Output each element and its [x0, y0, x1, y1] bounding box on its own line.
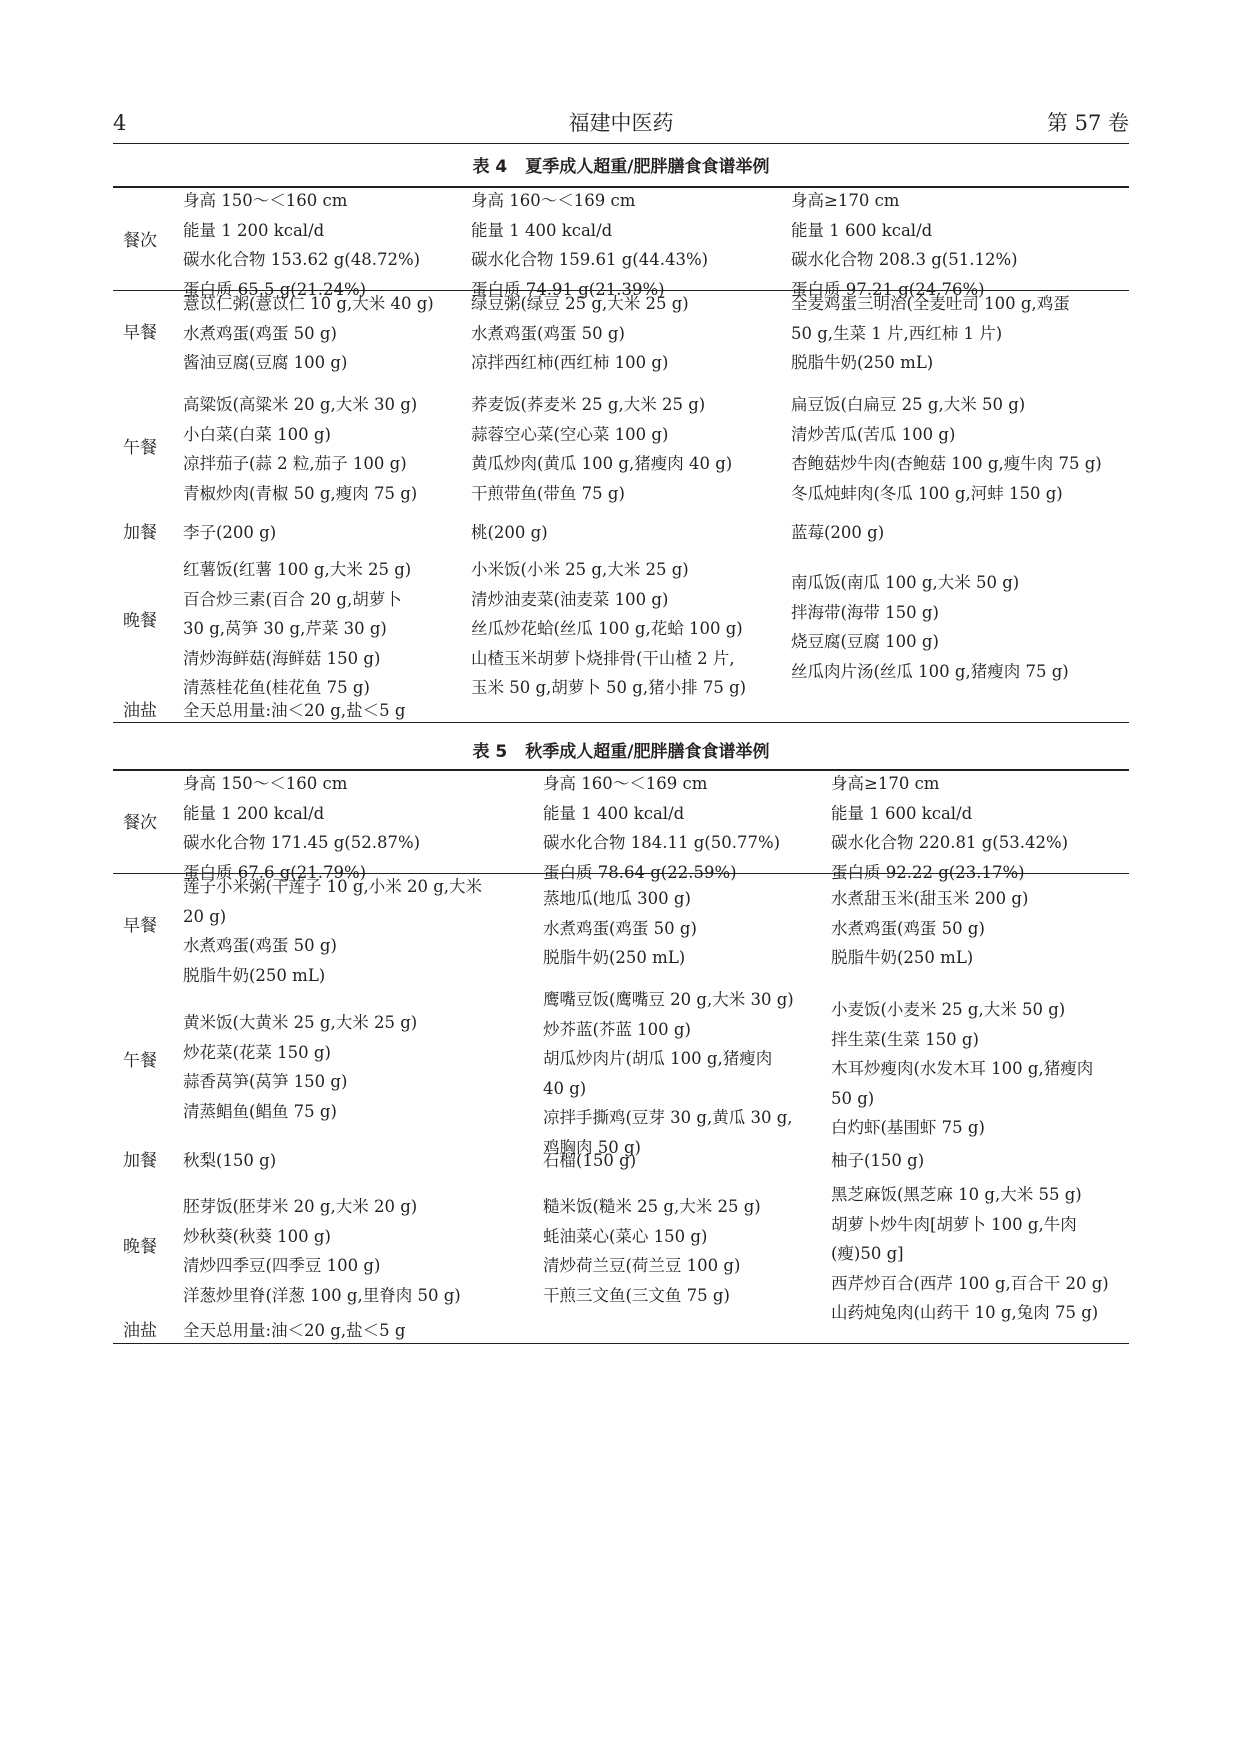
table-cell: 鹰嘴豆饭(鹰嘴豆 20 g,大米 30 g) 炒芥蓝(芥蓝 100 g) 胡瓜炒肉片(胡瓜 100 g,猪瘦肉 40 g) 凉拌手撕鸡(豆芽 30 g,黄瓜 30 g, 鸡胸肉 50 g) [543, 990, 794, 1157]
table-cell: 身高 160～＜169 cm 能量 1 400 kcal/d 碳水化合物 184.11 g(50.77%) 蛋白质 78.64 g(22.59%) [543, 774, 781, 882]
table-cell: 全天总用量:油＜20 g,盐＜5 g [183, 1321, 406, 1340]
header-rule [113, 143, 1129, 144]
table4-title: 夏季成人超重/肥胖膳食食谱举例 [525, 157, 770, 177]
row-label: 晚餐 [123, 611, 157, 631]
table5-caption [113, 740, 1129, 764]
row-label: 晚餐 [123, 1237, 157, 1257]
table-cell: 薏苡仁粥(薏苡仁 10 g,大米 40 g) 水煮鸡蛋(鸡蛋 50 g) 酱油豆腐(豆腐 100 g) [183, 294, 434, 372]
table5-number: 表 5 [472, 742, 508, 762]
table-cell: 黄米饭(大黄米 25 g,大米 25 g) 炒花菜(花菜 150 g) 蒜香莴笋(莴笋 150 g) 清蒸鲳鱼(鲳鱼 75 g) [183, 1013, 418, 1121]
row-label: 油盐 [123, 1321, 157, 1341]
page-number: 4 [113, 111, 127, 135]
table4-caption [113, 155, 1129, 179]
table-cell: 蓝莓(200 g) [791, 523, 885, 542]
table-cell: 身高 160～＜169 cm 能量 1 400 kcal/d 碳水化合物 159.61 g(44.43%) 蛋白质 74.91 g(21.39%) [471, 191, 709, 299]
table-cell: 绿豆粥(绿豆 25 g,大米 25 g) 水煮鸡蛋(鸡蛋 50 g) 凉拌西红柿(西红柿 100 g) [471, 294, 689, 372]
row-label: 午餐 [123, 1051, 157, 1071]
row-label: 油盐 [123, 701, 157, 721]
table-cell: 小麦饭(小麦米 25 g,大米 50 g) 拌生菜(生菜 150 g) 木耳炒瘦肉(水发木耳 100 g,猪瘦肉 50 g) 白灼虾(基围虾 75 g) [831, 1000, 1094, 1137]
table-cell: 红薯饭(红薯 100 g,大米 25 g) 百合炒三素(百合 20 g,胡萝卜 30 g,莴笋 30 g,芹菜 30 g) 清炒海鲜菇(海鲜菇 150 g) 清蒸桂花鱼(桂花鱼 75 g) [183, 560, 412, 697]
table-cell: 莲子小米粥(干莲子 10 g,小米 20 g,大米 20 g) 水煮鸡蛋(鸡蛋 50 g) 脱脂牛奶(250 mL) [183, 877, 483, 985]
table-cell: 柚子(150 g) [831, 1151, 925, 1170]
row-label: 加餐 [123, 1151, 157, 1171]
table-cell: 桃(200 g) [471, 523, 548, 542]
table-cell: 身高 150～＜160 cm 能量 1 200 kcal/d 碳水化合物 171.45 g(52.87%) 蛋白质 67.6 g(21.79%) [183, 774, 421, 882]
journal-name: 福建中医药 [568, 111, 674, 135]
table-cell: 身高≥170 cm 能量 1 600 kcal/d 碳水化合物 208.3 g(51.12%) 蛋白质 97.21 g(24.76%) [791, 191, 1018, 299]
table-cell: 蒸地瓜(地瓜 300 g) 水煮鸡蛋(鸡蛋 50 g) 脱脂牛奶(250 mL) [543, 889, 697, 967]
row-label: 餐次 [123, 813, 157, 833]
table-cell: 李子(200 g) [183, 523, 277, 542]
row-label: 餐次 [123, 231, 157, 251]
row-label: 早餐 [123, 916, 157, 936]
table4-number: 表 4 [472, 157, 508, 177]
running-header [113, 108, 1129, 138]
table-cell: 秋梨(150 g) [183, 1151, 277, 1170]
table-cell: 南瓜饭(南瓜 100 g,大米 50 g) 拌海带(海带 150 g) 烧豆腐(豆腐 100 g) 丝瓜肉片汤(丝瓜 100 g,猪瘦肉 75 g) [791, 573, 1069, 681]
table-cell: 身高 150～＜160 cm 能量 1 200 kcal/d 碳水化合物 153.62 g(48.72%) 蛋白质 65.5 g(21.24%) [183, 191, 421, 299]
table-cell: 水煮甜玉米(甜玉米 200 g) 水煮鸡蛋(鸡蛋 50 g) 脱脂牛奶(250 mL) [831, 889, 1029, 967]
table-cell: 胚芽饭(胚芽米 20 g,大米 20 g) 炒秋葵(秋葵 100 g) 清炒四季豆(四季豆 100 g) 洋葱炒里脊(洋葱 100 g,里脊肉 50 g) [183, 1197, 461, 1305]
row-label: 午餐 [123, 438, 157, 458]
row-label: 早餐 [123, 323, 157, 343]
table-cell: 全天总用量:油＜20 g,盐＜5 g [183, 701, 406, 720]
volume-label: 第 57 卷 [1046, 111, 1129, 135]
table5-title: 秋季成人超重/肥胖膳食食谱举例 [525, 742, 770, 762]
table-cell: 扁豆饭(白扁豆 25 g,大米 50 g) 清炒苦瓜(苦瓜 100 g) 杏鲍菇炒牛肉(杏鲍菇 100 g,瘦牛肉 75 g) 冬瓜炖蚌肉(冬瓜 100 g,河蚌 150 g) [791, 395, 1102, 503]
table-cell: 糙米饭(糙米 25 g,大米 25 g) 蚝油菜心(菜心 150 g) 清炒荷兰豆(荷兰豆 100 g) 干煎三文鱼(三文鱼 75 g) [543, 1197, 761, 1305]
table-cell: 黑芝麻饭(黑芝麻 10 g,大米 55 g) 胡萝卜炒牛肉[胡萝卜 100 g,牛肉 (瘦)50 g] 西芹炒百合(西芹 100 g,百合干 20 g) 山药炖兔肉(山药干 10 g,兔肉 75 g) [831, 1185, 1109, 1322]
table-cell: 石榴(150 g) [543, 1151, 637, 1170]
table-cell: 高粱饭(高粱米 20 g,大米 30 g) 小白菜(白菜 100 g) 凉拌茄子(蒜 2 粒,茄子 100 g) 青椒炒肉(青椒 50 g,瘦肉 75 g) [183, 395, 418, 503]
table-cell: 全麦鸡蛋三明治(全麦吐司 100 g,鸡蛋 50 g,生菜 1 片,西红柿 1 片) 脱脂牛奶(250 mL) [791, 294, 1070, 372]
table-cell: 小米饭(小米 25 g,大米 25 g) 清炒油麦菜(油麦菜 100 g) 丝瓜炒花蛤(丝瓜 100 g,花蛤 100 g) 山楂玉米胡萝卜烧排骨(干山楂 2 片, 玉米 50 g,胡萝卜 50 g,猪小排 75 g) [471, 560, 747, 697]
row-label: 加餐 [123, 523, 157, 543]
table-cell: 荞麦饭(荞麦米 25 g,大米 25 g) 蒜蓉空心菜(空心菜 100 g) 黄瓜炒肉(黄瓜 100 g,猪瘦肉 40 g) 干煎带鱼(带鱼 75 g) [471, 395, 733, 503]
table-cell: 身高≥170 cm 能量 1 600 kcal/d 碳水化合物 220.81 g(53.42%) 蛋白质 92.22 g(23.17%) [831, 774, 1069, 882]
